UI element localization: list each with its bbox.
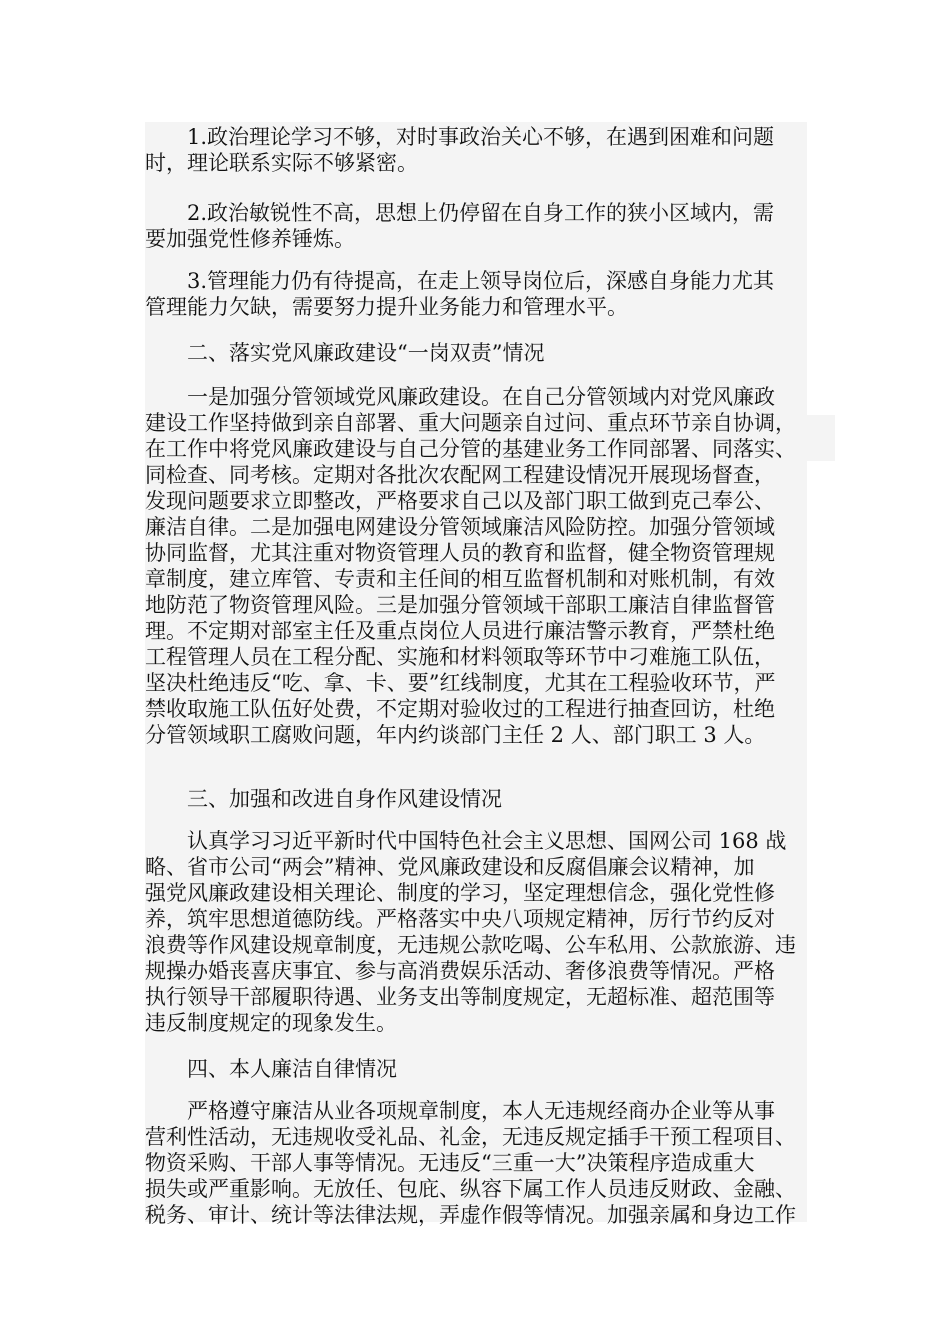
paragraph-line: 严格遵守廉洁从业各项规章制度，本人无违规经商办企业等从事	[187, 1099, 775, 1123]
paragraph-line: 1.政治理论学习不够，对时事政治关心不够，在遇到困难和问题	[187, 125, 775, 149]
paragraph-line: 一是加强分管领域党风廉政建设。在自己分管领域内对党风廉政	[187, 385, 775, 409]
paragraph-line: 同检查、同考核。定期对各批次农配网工程建设情况开展现场督查，	[145, 463, 775, 487]
section-heading-2	[145, 340, 544, 366]
paragraph-3	[145, 268, 774, 320]
paragraph-line: 损失或严重影响。无放任、包庇、纵容下属工作人员违反财政、金融、	[145, 1177, 796, 1201]
paragraph-line: 理。不定期对部室主任及重点岗位人员进行廉洁警示教育，严禁杜绝	[145, 619, 775, 643]
paragraph-1	[145, 124, 774, 176]
paragraph-line: 营利性活动，无违规收受礼品、礼金，无违反规定插手干预工程项目、	[145, 1125, 796, 1149]
paragraph-line: 发现问题要求立即整改，严格要求自己以及部门职工做到克己奉公、	[145, 489, 775, 513]
paragraph-5	[145, 828, 796, 1036]
paragraph-line: 3.管理能力仍有待提高，在走上领导岗位后，深感自身能力尤其	[187, 269, 775, 293]
paragraph-2	[145, 200, 774, 252]
paragraph-line: 认真学习习近平新时代中国特色社会主义思想、国网公司 168 战	[187, 829, 787, 853]
paragraph-line: 物资采购、干部人事等情况。无违反“三重一大”决策程序造成重大	[145, 1151, 755, 1175]
paragraph-line: 浪费等作风建设规章制度，无违规公款吃喝、公车私用、公款旅游、违	[145, 933, 796, 957]
paragraph-line: 坚决杜绝违反“吃、拿、卡、要”红线制度，尤其在工程验收环节，严	[145, 671, 776, 695]
paragraph-line: 税务、审计、统计等法律法规，弄虚作假等情况。加强亲属和身边工作	[145, 1203, 796, 1227]
paragraph-line: 执行领导干部履职待遇、业务支出等制度规定，无超标准、超范围等	[145, 985, 775, 1009]
paragraph-line: 在工作中将党风廉政建设与自己分管的基建业务工作同部署、同落实、	[145, 437, 796, 461]
paragraph-line: 章制度，建立库管、专责和主任间的相互监督机制和对账机制，有效	[145, 567, 775, 591]
heading-line: 四、本人廉洁自律情况	[187, 1057, 397, 1081]
paragraph-line: 廉洁自律。二是加强电网建设分管领域廉洁风险防控。加强分管领域	[145, 515, 775, 539]
paragraph-line: 养，筑牢思想道德防线。严格落实中央八项规定精神，厉行节约反对	[145, 907, 775, 931]
paragraph-6	[145, 1098, 796, 1228]
paragraph-line: 要加强党性修养锤炼。	[145, 227, 355, 251]
paragraph-line: 工程管理人员在工程分配、实施和材料领取等环节中刁难施工队伍，	[145, 645, 775, 669]
paragraph-line: 协同监督，尤其注重对物资管理人员的教育和监督，健全物资管理规	[145, 541, 775, 565]
paragraph-line: 禁收取施工队伍好处费，不定期对验收过的工程进行抽查回访，杜绝	[145, 697, 775, 721]
paragraph-line: 建设工作坚持做到亲自部署、重大问题亲自过问、重点环节亲自协调，	[145, 411, 796, 435]
paragraph-line: 管理能力欠缺，需要努力提升业务能力和管理水平。	[145, 295, 628, 319]
paragraph-line: 2.政治敏锐性不高，思想上仍停留在自身工作的狭小区域内，需	[187, 201, 775, 225]
heading-line: 二、落实党风廉政建设“一岗双责”情况	[187, 341, 545, 365]
paragraph-line: 地防范了物资管理风险。三是加强分管领域干部职工廉洁自律监督管	[145, 593, 775, 617]
section-heading-3	[145, 786, 502, 812]
section-heading-4	[145, 1056, 397, 1082]
paragraph-line: 规操办婚丧喜庆事宜、参与高消费娱乐活动、奢侈浪费等情况。严格	[145, 959, 775, 983]
heading-line: 三、加强和改进自身作风建设情况	[187, 787, 502, 811]
paragraph-line: 分管领域职工腐败问题，年内约谈部门主任 2 人、部门职工 3 人。	[145, 723, 766, 747]
paragraph-4	[145, 384, 796, 748]
paragraph-line: 略、省市公司“两会”精神、党风廉政建设和反腐倡廉会议精神，加	[145, 855, 755, 879]
paragraph-line: 强党风廉政建设相关理论、制度的学习，坚定理想信念，强化党性修	[145, 881, 775, 905]
paragraph-line: 违反制度规定的现象发生。	[145, 1011, 397, 1035]
paragraph-line: 时，理论联系实际不够紧密。	[145, 151, 418, 175]
